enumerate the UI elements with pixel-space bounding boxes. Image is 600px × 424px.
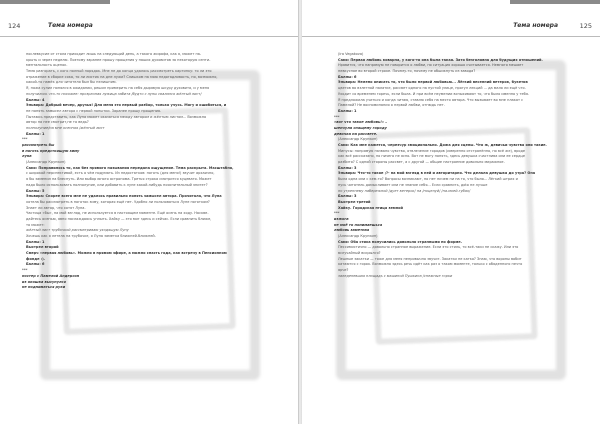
text-line: цветов во взлетной палатке, рассвет одного на пустой улице, прогул лекций ... да мало ли ещё что. <box>338 86 526 91</box>
running-title: Тема номера <box>513 22 558 29</box>
poem-line: из окошка высунулся <box>22 279 66 284</box>
text-line: Баллы: 6 <box>26 262 45 267</box>
text-line: Смерч «первая любовь». Можно в прямом эфире, а можно спасть года, как встречу в Пенсионном <box>26 251 227 256</box>
poem-line: в ноготь предстоящую зиму <box>22 148 80 153</box>
text-line: (Александр Крупкин) <box>338 137 378 142</box>
text-line: Баллы: 1 <box>26 239 45 244</box>
text-line: Саки: Понравилось то, как без прямого называния передана ощущение. Тема раскрыта. Масштабно, <box>26 165 234 170</box>
text-line: катаются с горок. Возможно здесь речь идёт как раз о таком моменте, только с обяденного нечто <box>338 262 523 267</box>
text-line: то может: <box>26 222 45 227</box>
text-line: Эльвира: Добрый вечер, друзья! Для меня это первый разбор, только учусь. Могу и ошибиться, и <box>26 103 227 108</box>
text-line: Баллы: 6 <box>338 74 357 79</box>
text-line: фонде :). <box>26 256 46 261</box>
text-line: разбито? С одной стороны рассвет, а с другой — общие настроение довольно миражное. <box>338 160 505 165</box>
text-line: Саки: Оба стиха получились довольно странными по форме. <box>338 239 462 244</box>
page-number: 124 <box>8 22 21 30</box>
page-body-text <box>22 52 274 291</box>
poem-separator: *** <box>334 114 340 119</box>
text-line: невкусное во второй строке. Почему-то, почему не обшикнуть из завода? <box>338 69 476 74</box>
text-line: дайтесь осенью, явно наслаждаясь уплыть. Хайку — это миг здесь и сейчас. Если сравнить ближе, <box>26 216 212 221</box>
text-line: Баллы: 3 <box>338 165 357 170</box>
text-line: я бы заменил на блеснуть. Или выбор юного астронома. Третья строка смотрится куцевато. Может <box>26 177 212 182</box>
text-line: Баллы: 1 <box>338 108 357 113</box>
page-header <box>0 0 298 37</box>
text-line: Саки: Как мне кажется, черезчур эмоционально. Дожа для сцены. Что ж, девичьи чувства они такие. <box>338 143 547 147</box>
text-line: какой-то намёк для читателя был бы нелишним. <box>26 80 117 85</box>
poem-line: не моё то понимаешься <box>334 222 383 227</box>
text-line: нусь читатель домысливает или не знание себя... Если сравнить, дoto не лучше <box>338 182 488 187</box>
page-header <box>302 0 600 37</box>
text-line: как всё рассказано, но ничего не ясно. Вот не могу понять, здесь девушка счастлива или ее сердце <box>338 154 526 159</box>
text-line: Эльвира: Нелепо описать то, что было первой любовью... Лёгкий весенний ветерок, букетик <box>338 80 528 85</box>
text-line: Частица «бы», на мой взгляд, не используется в настоящем моменте. Ещё осень на ходу. Наскве- <box>26 211 209 216</box>
text-line: Баллы: 4 <box>26 97 45 102</box>
poem-line: девочка на рассвете. <box>334 131 378 136</box>
text-line: хотела бы рассмотреть в ноготок зиму, которая ещё нет. Удобно ли пользоваться Луне ноготком? <box>26 199 210 204</box>
text-line: Хайку. Городская птица земной <box>338 205 403 210</box>
page-body-text <box>334 52 582 280</box>
text-line: Саки: Первая любовь коварна, у кого-то она была такая. Зато безголовна для будущих отношений. <box>338 57 543 62</box>
text-line: Пессимистично — довольно странное выражение. Если это стиль, то всё-таки не скажу. Или это <box>338 245 519 250</box>
poem-line: любовь заметная <box>334 228 370 233</box>
poem-line: изжога <box>334 216 349 221</box>
text-line: (Александр Крупкин) <box>338 234 378 238</box>
text-line: надо было использовать полнолуние, или добавить к луне какой-нибудь пояснительный эпитет? <box>26 182 208 187</box>
text-line: Памелой? Не воспоминания о первой любви, отнюдь нет. <box>338 103 445 108</box>
text-line: Баллы: 1 <box>26 131 45 136</box>
text-line: жёлтый лист трубочкой рассматриваю уходящую Луну <box>26 228 129 233</box>
page-number: 125 <box>579 22 592 30</box>
text-line: (Александр Крупкин) <box>26 160 66 165</box>
text-line: ментальность оценок. <box>26 63 68 68</box>
text-line: отражение в сборке сока, то ли листик на дне лужи? Слишком на мою недогадливость, но, возможно, <box>26 74 218 79</box>
text-line: ярче? <box>338 268 349 273</box>
poem-separator: *** <box>334 211 340 216</box>
text-line: была одна или с кем-то? Вопросы возникают, но нет ничем ни на то, что было... Лёгкий штрих и <box>338 177 518 182</box>
poem-separator: *** <box>22 137 28 142</box>
left-page <box>0 0 298 424</box>
poem-line: шепчула спящему городу <box>334 125 387 130</box>
text-line: Эльвира: Что-то такое ;?- на мой взгляд в ней и авторитарно. Что делала девушка до утра? Она <box>338 171 536 176</box>
text-line: (Ira Vegakova) <box>338 52 364 56</box>
text-line: Пытаюсь представить, как Луна может оказаться между автором и жёлтым листом... Возможно <box>26 114 207 119</box>
text-line: Я, пожа сулил понялся в ожидании, решил примерить на себя дырявую шкуру духовита, и у меня <box>26 86 210 91</box>
text-line: вслучайный вскрылся? <box>338 251 381 256</box>
text-line: автор на нее смотрит,не то ведь? <box>26 120 89 125</box>
text-line: с широкой перспективой, есть о чём подумать. Из недостатков: ноготь (для меня!) звучит архаично, <box>26 171 215 176</box>
poem-line: рассмотреть бы <box>22 143 55 147</box>
running-title: Тема номера <box>48 22 93 29</box>
text-line: Знает ли автор, что хотят Луна. <box>26 205 86 210</box>
text-line: Выстрел второй <box>26 245 59 250</box>
text-line: Минусы: напрямую названо чувство, отвлечение городов (имеренно отстранённо, но всё же), вроде <box>338 148 526 153</box>
text-line: Баллы: 5 <box>26 188 45 193</box>
poem-line: не подниматься руки <box>22 285 66 290</box>
text-line: Эльвира: Скорее всего мне не удалось правильно понять замысел автора. Прочитала, что Луна <box>26 194 222 199</box>
text-line: не понять замысел автора с первой попытки. Заранее прошу прощения. <box>26 108 162 113</box>
text-line: заледеневшая площадь с машиной Пушкина /снежные горки <box>338 273 453 278</box>
text-line: по утреннему набережной /дует ветерок/ на /поцелуй/ /на-моей-губах/ <box>338 188 471 193</box>
text-line: Лешные закатки — тоже для меня непривычно звучит. Закатки не катко? Знаю, что вороны вобит <box>338 256 522 261</box>
poem-line: постер с Памелой Андерсон <box>22 273 80 278</box>
text-line: полнолуние/на мне осенняя /жёлтый лист <box>26 125 105 130</box>
text-line: Тема разгорать, с кого полный порядок. Мне не до конца удалось рассмотреть картинку: то ли это <box>26 69 212 74</box>
poem-separator: *** <box>22 268 28 273</box>
poem-line: «вот что такое любовь!» – <box>334 120 388 125</box>
text-line: Хочешь как я летела на трубочке, я Луна заметка ближней-ближней. <box>26 234 156 238</box>
text-line: Баллы: 3 <box>338 194 357 199</box>
header-bar <box>0 0 110 4</box>
text-line: Нравится, что напрямую не говорится о любви, но ситуация хорошо считывается. Немного мешает <box>338 63 524 68</box>
poem-line: луна <box>22 154 32 159</box>
text-line: Я предложила учиться и когда читаю, ставлю себя на место автора. Что вызывает во мне плакат с <box>338 97 524 102</box>
header-bar <box>510 0 600 4</box>
text-line: получилось что-то похожее: прозрачная лужица забита /будто с луны свалился жёлтый лист/ <box>26 91 202 96</box>
text-line: крыть и через неделю. Поэтому заранее прошу прощения у наших духовитов за некоторую сенти- <box>26 57 211 62</box>
right-page <box>302 0 600 424</box>
text-line: Выстрел третий <box>338 199 371 204</box>
text-line: послевкусие от стола приходит лишь на следующий день, а такого жирафа, как я, может на- <box>26 52 202 56</box>
text-line: Уходит со временем горечь, если была. И при всём неумении вспыхивают то, что было именно у тебя. <box>338 91 530 96</box>
